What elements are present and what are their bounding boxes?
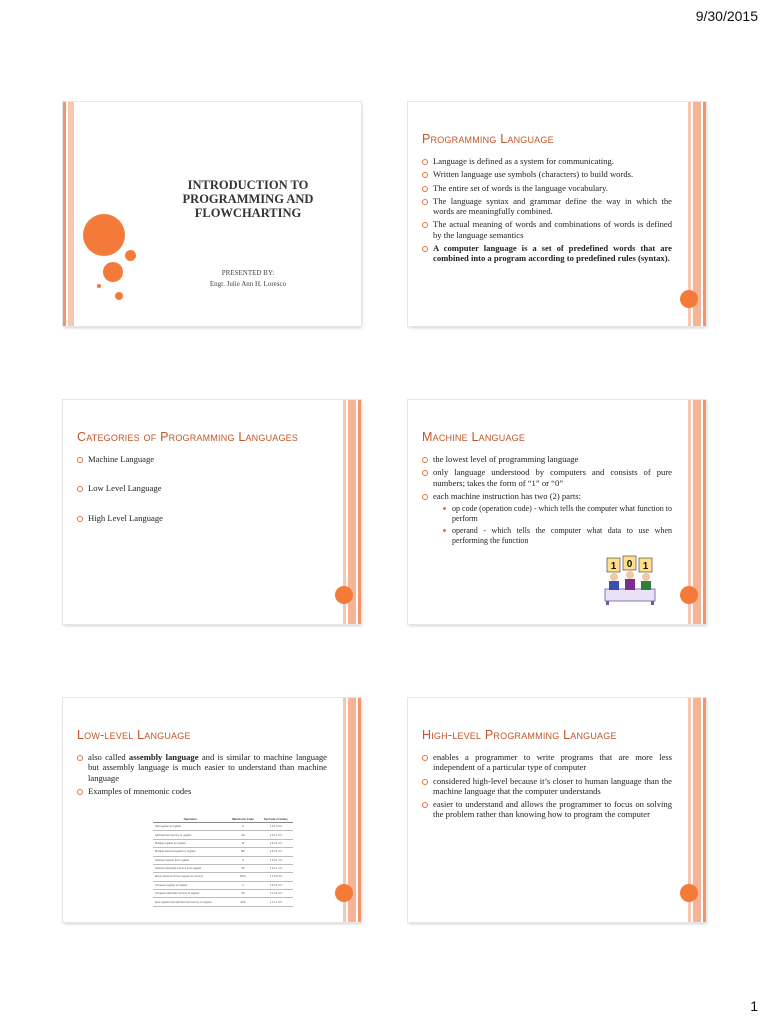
table-cell: Subtract register from register bbox=[153, 856, 227, 864]
bullet-item: Examples of mnemonic codes bbox=[77, 786, 327, 796]
table-cell: 1 1 0 1 0 0 bbox=[259, 890, 293, 898]
slide-title: Machine Language bbox=[422, 430, 526, 444]
bullet-item bbox=[77, 752, 327, 783]
bullet-list bbox=[77, 752, 327, 799]
table-row bbox=[153, 864, 293, 872]
bullet-bold-text: assembly language bbox=[128, 752, 199, 762]
slide-programming-language bbox=[408, 102, 706, 326]
bullet-item: The language syntax and grammar define the way in which the words are meaningfully combined. bbox=[422, 196, 672, 217]
table-header-cell: Operation bbox=[153, 816, 227, 823]
slide-decor-dot bbox=[680, 290, 698, 308]
table-cell: 1 0 0 1 0 0 bbox=[259, 839, 293, 847]
table-row bbox=[153, 873, 293, 881]
bullet-item: only language understood by computers and consists of pure numbers; takes the form of “1” or “0” bbox=[422, 467, 672, 488]
bullet-item: High Level Language bbox=[77, 513, 327, 523]
bullet-item: the lowest level of programming language bbox=[422, 454, 672, 464]
decor-circle-tiny bbox=[97, 284, 101, 288]
table-cell: 1 0 1 0 0 0 bbox=[259, 823, 293, 831]
bullet-item: Written language use symbols (characters) to build words. bbox=[422, 169, 672, 179]
slide-decor-dot bbox=[680, 884, 698, 902]
bullet-item bbox=[422, 491, 672, 545]
table-row bbox=[153, 831, 293, 839]
table-header-cell: Op Code in binary bbox=[259, 816, 293, 823]
slide-decor-stripes bbox=[63, 102, 77, 326]
presenter-block bbox=[155, 268, 341, 290]
slide-high-level-language bbox=[408, 698, 706, 922]
bullet-item: considered high-level because it’s closer to human language than the machine language that the computer understands bbox=[422, 776, 672, 797]
decor-circle-medium bbox=[103, 262, 123, 282]
bullet-item: Machine Language bbox=[77, 454, 327, 464]
table-cell: 1 1 1 1 0 0 bbox=[259, 898, 293, 906]
slide-decor-dot bbox=[335, 884, 353, 902]
sub-bullet-item: operand - which tells the computer what data to use when performing the function bbox=[443, 526, 672, 545]
table-cell: 1 0 1 1 1 0 bbox=[259, 864, 293, 872]
table-cell: Move contents of from register to memory bbox=[153, 873, 227, 881]
table-cell: S bbox=[227, 856, 258, 864]
slide-categories bbox=[63, 400, 361, 624]
bullet-item: easier to understand and allows the programmer to focus on solving the problem rather than knowing how to program the computer bbox=[422, 799, 672, 820]
table-cell: Zero register and add decimal memory to register bbox=[153, 898, 227, 906]
slide-title: Programming Language bbox=[422, 132, 554, 146]
table-cell: 1 1 0 0 0 0 bbox=[259, 873, 293, 881]
clipart-digit: 0 bbox=[626, 559, 633, 570]
table-cell: MVC bbox=[227, 873, 258, 881]
table-cell: Multiply register by register bbox=[153, 839, 227, 847]
table-cell: Compare (decimal) memory to register bbox=[153, 890, 227, 898]
table-cell: M bbox=[227, 839, 258, 847]
bullet-list bbox=[422, 156, 672, 267]
table-cell: CP bbox=[227, 890, 258, 898]
slide-intro bbox=[63, 102, 361, 326]
table-row bbox=[153, 848, 293, 856]
table-row bbox=[153, 898, 293, 906]
table-cell: 1 0 1 1 0 0 bbox=[259, 831, 293, 839]
table-cell: 1 0 0 1 0 0 bbox=[259, 848, 293, 856]
slide-machine-language bbox=[408, 400, 706, 624]
clipart-digit: 1 bbox=[610, 561, 617, 572]
table-cell: SP bbox=[227, 864, 258, 872]
table-row bbox=[153, 823, 293, 831]
bullet-list bbox=[422, 752, 672, 823]
table-cell: Add register to register bbox=[153, 823, 227, 831]
table-header-cell: Mnemonic Code bbox=[227, 816, 258, 823]
table-cell: Multiply decimal register by register bbox=[153, 848, 227, 856]
decor-circle-large bbox=[83, 214, 125, 256]
bullet-list bbox=[77, 454, 327, 526]
sub-bullet-list bbox=[443, 504, 672, 545]
decor-circle-small bbox=[125, 250, 136, 261]
slide-decor-dot bbox=[335, 586, 353, 604]
slide-title: Categories of Programming Languages bbox=[77, 430, 299, 444]
bullet-item: Low Level Language bbox=[77, 483, 327, 493]
presented-by-label: PRESENTED BY: bbox=[221, 269, 275, 277]
sub-bullet-item: op code (operation code) - which tells the computer what function to perform bbox=[443, 504, 672, 523]
table-row bbox=[153, 856, 293, 864]
slide-decor-dot bbox=[680, 586, 698, 604]
table-cell: 1 0 0 1 0 0 bbox=[259, 881, 293, 889]
table-row bbox=[153, 890, 293, 898]
bullet-text: also called bbox=[88, 752, 129, 762]
presenter-name: Engr. Julie Ann H. Loresco bbox=[209, 280, 287, 288]
table-row bbox=[153, 839, 293, 847]
slide-low-level-language bbox=[63, 698, 361, 922]
table-row bbox=[153, 881, 293, 889]
computer-people-clipart bbox=[600, 555, 660, 605]
clipart-digit: 1 bbox=[642, 561, 649, 572]
table-cell: AD bbox=[227, 831, 258, 839]
slide-title: INTRODUCTION TO PROGRAMMING AND FLOWCHARTING bbox=[182, 178, 314, 220]
table-cell: Subtract (decimal) memory from register bbox=[153, 864, 227, 872]
bullet-item: The actual meaning of words and combinations of words is defined by the language semantics bbox=[422, 219, 672, 240]
bullet-list bbox=[422, 454, 672, 548]
table-cell: MP bbox=[227, 848, 258, 856]
table-cell: 1 0 0 1 1 0 bbox=[259, 856, 293, 864]
page-number: 1 bbox=[750, 998, 758, 1014]
table-cell: C bbox=[227, 881, 258, 889]
bullet-text: and is similar to machine language but assembly language is much easier to understand than machine language bbox=[88, 752, 328, 783]
bullet-item: enables a programmer to write programs that are more less independent of a particular type of computer bbox=[422, 752, 672, 773]
table-cell: A bbox=[227, 823, 258, 831]
decor-circle-small-2 bbox=[115, 292, 123, 300]
slide-title: High-level Programming Language bbox=[422, 728, 617, 742]
table-cell: ZAP bbox=[227, 898, 258, 906]
slide-title: Low-level Language bbox=[77, 728, 191, 742]
mnemonic-table bbox=[153, 816, 293, 907]
bullet-item: A computer language is a set of predefined words that are combined into a program according to predefined rules (syntax). bbox=[422, 243, 672, 264]
table-cell: Compare register to register bbox=[153, 881, 227, 889]
bullet-text: each machine instruction has two (2) parts: bbox=[433, 490, 581, 501]
bullet-item: The entire set of words is the language vocabulary. bbox=[422, 183, 672, 193]
page-date: 9/30/2015 bbox=[695, 8, 758, 24]
table-cell: Add decimal memory to register bbox=[153, 831, 227, 839]
bullet-item: Language is defined as a system for communicating. bbox=[422, 156, 672, 166]
